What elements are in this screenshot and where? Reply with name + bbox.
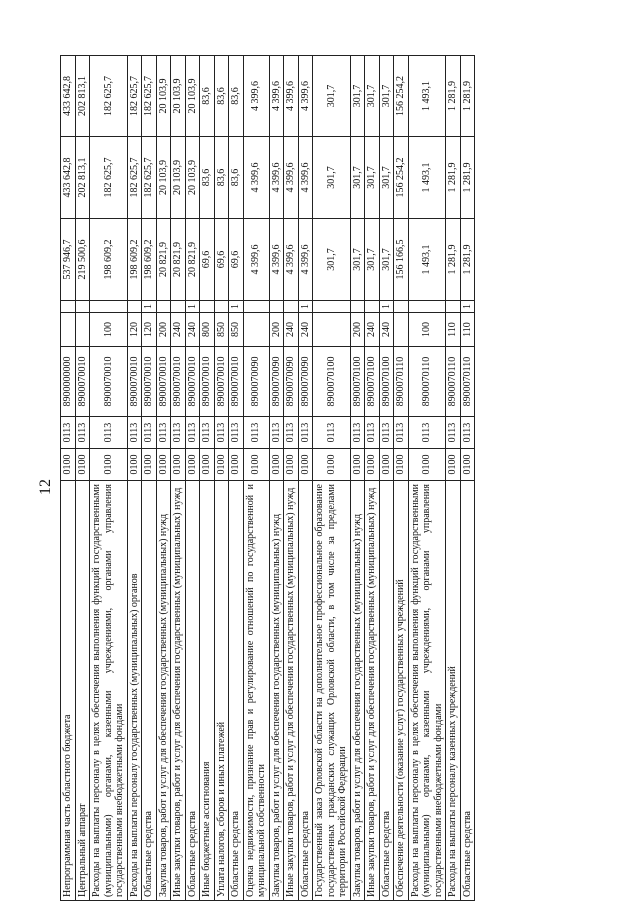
row-value-1: 4 399,6: [243, 219, 269, 301]
row-value-2: 83,6: [200, 137, 215, 219]
row-target-article: 8900070010: [156, 347, 171, 417]
row-value-3: 4 399,6: [284, 56, 299, 137]
row-name: Расходы на выплаты персоналу казенных учреждений: [446, 481, 461, 901]
row-value-3: 156 254,2: [394, 56, 409, 137]
row-name: Областные средства: [185, 481, 200, 901]
row-value-1: 198 609,2: [90, 219, 128, 301]
row-value-1: 69,6: [200, 219, 215, 301]
row-name: Расходы на выплаты персоналу в целях обеспечения выполнения функций государственными (муниципальными) органами, казенными учреждениями, органами управления государственными внебюджетными фондами: [408, 481, 446, 901]
row-expense-type: 110: [460, 313, 475, 347]
row-subsection: 0113: [394, 417, 409, 449]
row-value-2: 301,7: [365, 137, 380, 219]
row-expense-type: [75, 313, 90, 347]
table-row: [61, 56, 76, 901]
row-expense-type: 100: [90, 313, 128, 347]
row-value-1: 69,6: [214, 219, 229, 301]
row-subsection: 0113: [127, 417, 142, 449]
row-value-2: 433 642,8: [61, 137, 76, 219]
row-subsection: 0113: [269, 417, 284, 449]
row-expense-type: 200: [156, 313, 171, 347]
row-target-article: 8900070010: [142, 347, 157, 417]
row-subsection: 0113: [90, 417, 128, 449]
row-funding-source: 1: [185, 301, 200, 313]
row-value-2: 202 813,1: [75, 137, 90, 219]
row-value-1: 1 493,1: [408, 219, 446, 301]
row-name: Оценка недвижимости, признание прав и регулирование отношений по государственной и муниципальной собственности: [243, 481, 269, 901]
rotated-page-frame: [60, 56, 580, 901]
row-target-article: 8900000000: [61, 347, 76, 417]
row-expense-type: 110: [446, 313, 461, 347]
row-funding-source: [200, 301, 215, 313]
row-expense-type: 200: [350, 313, 365, 347]
table-row: [298, 56, 313, 901]
row-funding-source: 1: [142, 301, 157, 313]
table-row: [394, 56, 409, 901]
row-section: 0100: [156, 449, 171, 481]
row-section: 0100: [394, 449, 409, 481]
row-value-2: 4 399,6: [269, 137, 284, 219]
row-expense-type: 100: [408, 313, 446, 347]
row-value-2: 83,6: [229, 137, 244, 219]
row-target-article: 8900070110: [446, 347, 461, 417]
row-section: 0100: [61, 449, 76, 481]
row-funding-source: [127, 301, 142, 313]
row-value-2: 182 625,7: [90, 137, 128, 219]
row-subsection: 0113: [229, 417, 244, 449]
row-target-article: 8900070010: [90, 347, 128, 417]
row-funding-source: [214, 301, 229, 313]
row-section: 0100: [460, 449, 475, 481]
row-value-1: 20 821,9: [171, 219, 186, 301]
row-value-3: 83,6: [200, 56, 215, 137]
row-section: 0100: [350, 449, 365, 481]
row-value-1: 198 609,2: [127, 219, 142, 301]
row-subsection: 0113: [142, 417, 157, 449]
row-name: Иные закупки товаров, работ и услуг для обеспечения государственных (муниципальных) нужд: [171, 481, 186, 901]
row-value-2: 1 281,9: [446, 137, 461, 219]
row-subsection: 0113: [200, 417, 215, 449]
row-funding-source: [156, 301, 171, 313]
row-name: Расходы на выплаты персоналу в целях обеспечения выполнения функций государственными (муниципальными) органами, казенными учреждениями, органами управления государственными внебюджетными фондами: [90, 481, 128, 901]
row-funding-source: [61, 301, 76, 313]
row-target-article: 8900070100: [313, 347, 351, 417]
row-target-article: 8900070110: [460, 347, 475, 417]
row-subsection: 0113: [408, 417, 446, 449]
row-expense-type: 240: [379, 313, 394, 347]
row-subsection: 0113: [156, 417, 171, 449]
row-name: Областные средства: [379, 481, 394, 901]
row-expense-type: 800: [200, 313, 215, 347]
row-expense-type: 240: [185, 313, 200, 347]
row-funding-source: 1: [229, 301, 244, 313]
row-value-1: 20 821,9: [156, 219, 171, 301]
table-row: [243, 56, 269, 901]
row-expense-type: 200: [269, 313, 284, 347]
row-value-2: 20 103,9: [156, 137, 171, 219]
table-row: [460, 56, 475, 901]
row-subsection: 0113: [75, 417, 90, 449]
row-value-3: 20 103,9: [185, 56, 200, 137]
row-name: Уплата налогов, сборов и иных платежей: [214, 481, 229, 901]
row-expense-type: 120: [127, 313, 142, 347]
row-value-2: 182 625,7: [127, 137, 142, 219]
row-section: 0100: [200, 449, 215, 481]
row-funding-source: [394, 301, 409, 313]
row-subsection: 0113: [379, 417, 394, 449]
row-name: Непрограммная часть областного бюджета: [61, 481, 76, 901]
row-subsection: 0113: [313, 417, 351, 449]
row-subsection: 0113: [185, 417, 200, 449]
row-name: Областные средства: [229, 481, 244, 901]
row-funding-source: [408, 301, 446, 313]
row-target-article: 8900070110: [408, 347, 446, 417]
row-section: 0100: [379, 449, 394, 481]
row-target-article: 8900070090: [243, 347, 269, 417]
row-funding-source: 1: [298, 301, 313, 313]
row-value-1: 301,7: [379, 219, 394, 301]
table-row: [229, 56, 244, 901]
row-expense-type: 240: [171, 313, 186, 347]
table-row: [185, 56, 200, 901]
table-row: [127, 56, 142, 901]
row-value-3: 4 399,6: [243, 56, 269, 137]
row-value-1: 1 281,9: [446, 219, 461, 301]
row-value-1: 4 399,6: [298, 219, 313, 301]
budget-table: [60, 55, 475, 901]
row-expense-type: [61, 313, 76, 347]
row-name: Иные закупки товаров, работ и услуг для обеспечения государственных (муниципальных) нужд: [284, 481, 299, 901]
table-row: [171, 56, 186, 901]
row-value-2: 20 103,9: [185, 137, 200, 219]
row-value-2: 301,7: [350, 137, 365, 219]
row-funding-source: [75, 301, 90, 313]
row-value-3: 1 493,1: [408, 56, 446, 137]
row-funding-source: 1: [460, 301, 475, 313]
row-value-2: 4 399,6: [284, 137, 299, 219]
row-section: 0100: [142, 449, 157, 481]
row-funding-source: [350, 301, 365, 313]
row-value-3: 433 642,8: [61, 56, 76, 137]
row-value-3: 20 103,9: [171, 56, 186, 137]
table-row: [446, 56, 461, 901]
row-name: Иные бюджетные ассигнования: [200, 481, 215, 901]
row-value-1: 4 399,6: [269, 219, 284, 301]
row-value-3: 83,6: [214, 56, 229, 137]
table-row: [313, 56, 351, 901]
row-subsection: 0113: [298, 417, 313, 449]
row-section: 0100: [243, 449, 269, 481]
row-expense-type: [313, 313, 351, 347]
row-subsection: 0113: [350, 417, 365, 449]
row-subsection: 0113: [61, 417, 76, 449]
table-row: [90, 56, 128, 901]
row-section: 0100: [408, 449, 446, 481]
row-section: 0100: [185, 449, 200, 481]
row-name: Закупка товаров, работ и услуг для обеспечения государственных (муниципальных) нужд: [269, 481, 284, 901]
row-section: 0100: [171, 449, 186, 481]
row-value-3: 20 103,9: [156, 56, 171, 137]
row-value-3: 1 281,9: [460, 56, 475, 137]
row-target-article: 8900070110: [394, 347, 409, 417]
row-value-1: 301,7: [365, 219, 380, 301]
row-expense-type: [394, 313, 409, 347]
row-value-2: 156 254,2: [394, 137, 409, 219]
row-value-2: 83,6: [214, 137, 229, 219]
row-value-3: 182 625,7: [127, 56, 142, 137]
row-value-1: 20 821,9: [185, 219, 200, 301]
row-name: Закупка товаров, работ и услуг для обеспечения государственных (муниципальных) нужд: [350, 481, 365, 901]
page-number: [38, 478, 54, 496]
table-row: [379, 56, 394, 901]
row-funding-source: [243, 301, 269, 313]
row-value-2: 182 625,7: [142, 137, 157, 219]
row-value-2: 301,7: [313, 137, 351, 219]
row-value-1: 537 946,7: [61, 219, 76, 301]
row-expense-type: 240: [365, 313, 380, 347]
row-funding-source: [284, 301, 299, 313]
row-value-2: 1 493,1: [408, 137, 446, 219]
row-value-2: 4 399,6: [243, 137, 269, 219]
row-value-3: 301,7: [350, 56, 365, 137]
row-expense-type: 240: [298, 313, 313, 347]
row-funding-source: [90, 301, 128, 313]
row-section: 0100: [284, 449, 299, 481]
row-value-3: 301,7: [379, 56, 394, 137]
row-name: Центральный аппарат: [75, 481, 90, 901]
row-name: Расходы на выплаты персоналу государственных (муниципальных) органов: [127, 481, 142, 901]
row-value-3: 4 399,6: [298, 56, 313, 137]
row-target-article: 8900070010: [75, 347, 90, 417]
row-subsection: 0113: [365, 417, 380, 449]
row-funding-source: [171, 301, 186, 313]
table-row: [214, 56, 229, 901]
row-name: Государственный заказ Орловской области на дополнительное профессиональное образование государственных гражданских служащих Орловской области, в том числе за пределами территории Российской Федерации: [313, 481, 351, 901]
row-section: 0100: [365, 449, 380, 481]
row-target-article: 8900070090: [284, 347, 299, 417]
row-value-3: 83,6: [229, 56, 244, 137]
row-target-article: 8900070010: [185, 347, 200, 417]
row-value-1: 301,7: [313, 219, 351, 301]
table-row: [142, 56, 157, 901]
row-value-1: 156 166,5: [394, 219, 409, 301]
row-value-1: 69,6: [229, 219, 244, 301]
row-value-1: 1 281,9: [460, 219, 475, 301]
row-value-3: 4 399,6: [269, 56, 284, 137]
table-row: [365, 56, 380, 901]
row-value-3: 182 625,7: [90, 56, 128, 137]
row-section: 0100: [127, 449, 142, 481]
row-section: 0100: [90, 449, 128, 481]
row-value-2: 20 103,9: [171, 137, 186, 219]
row-expense-type: 240: [284, 313, 299, 347]
row-subsection: 0113: [446, 417, 461, 449]
row-name: Областные средства: [142, 481, 157, 901]
row-section: 0100: [75, 449, 90, 481]
row-name: Закупка товаров, работ и услуг для обеспечения государственных (муниципальных) нужд: [156, 481, 171, 901]
row-value-2: 1 281,9: [460, 137, 475, 219]
row-subsection: 0113: [460, 417, 475, 449]
table-row: [350, 56, 365, 901]
row-value-3: 182 625,7: [142, 56, 157, 137]
row-name: Обеспечение деятельности (оказание услуг) государственных учреждений: [394, 481, 409, 901]
row-funding-source: [365, 301, 380, 313]
table-row: [200, 56, 215, 901]
row-value-3: 301,7: [313, 56, 351, 137]
row-target-article: 8900070090: [269, 347, 284, 417]
row-value-2: 4 399,6: [298, 137, 313, 219]
row-expense-type: 120: [142, 313, 157, 347]
row-section: 0100: [298, 449, 313, 481]
row-target-article: 8900070010: [171, 347, 186, 417]
row-section: 0100: [229, 449, 244, 481]
row-funding-source: 1: [379, 301, 394, 313]
row-funding-source: [269, 301, 284, 313]
row-name: Иные закупки товаров, работ и услуг для обеспечения государственных (муниципальных) нужд: [365, 481, 380, 901]
row-name: Областные средства: [460, 481, 475, 901]
table-row: [75, 56, 90, 901]
row-section: 0100: [214, 449, 229, 481]
row-subsection: 0113: [171, 417, 186, 449]
table-row: [156, 56, 171, 901]
row-subsection: 0113: [243, 417, 269, 449]
row-target-article: 8900070010: [229, 347, 244, 417]
table-row: [284, 56, 299, 901]
row-value-1: 4 399,6: [284, 219, 299, 301]
table-row: [408, 56, 446, 901]
row-expense-type: 850: [214, 313, 229, 347]
row-target-article: 8900070010: [127, 347, 142, 417]
row-value-1: 301,7: [350, 219, 365, 301]
row-target-article: 8900070100: [350, 347, 365, 417]
row-subsection: 0113: [214, 417, 229, 449]
row-value-3: 202 813,1: [75, 56, 90, 137]
row-expense-type: 850: [229, 313, 244, 347]
row-name: Областные средства: [298, 481, 313, 901]
row-target-article: 8900070100: [379, 347, 394, 417]
table-row: [269, 56, 284, 901]
row-value-3: 1 281,9: [446, 56, 461, 137]
row-section: 0100: [269, 449, 284, 481]
row-expense-type: [243, 313, 269, 347]
page-number-text: 12: [37, 479, 54, 495]
row-target-article: 8900070090: [298, 347, 313, 417]
row-target-article: 8900070010: [214, 347, 229, 417]
row-section: 0100: [313, 449, 351, 481]
row-value-3: 301,7: [365, 56, 380, 137]
row-value-1: 198 609,2: [142, 219, 157, 301]
row-funding-source: [313, 301, 351, 313]
row-target-article: 8900070100: [365, 347, 380, 417]
row-funding-source: [446, 301, 461, 313]
row-target-article: 8900070010: [200, 347, 215, 417]
row-value-2: 301,7: [379, 137, 394, 219]
budget-table-body: [61, 56, 475, 901]
row-section: 0100: [446, 449, 461, 481]
row-subsection: 0113: [284, 417, 299, 449]
row-value-1: 219 500,6: [75, 219, 90, 301]
